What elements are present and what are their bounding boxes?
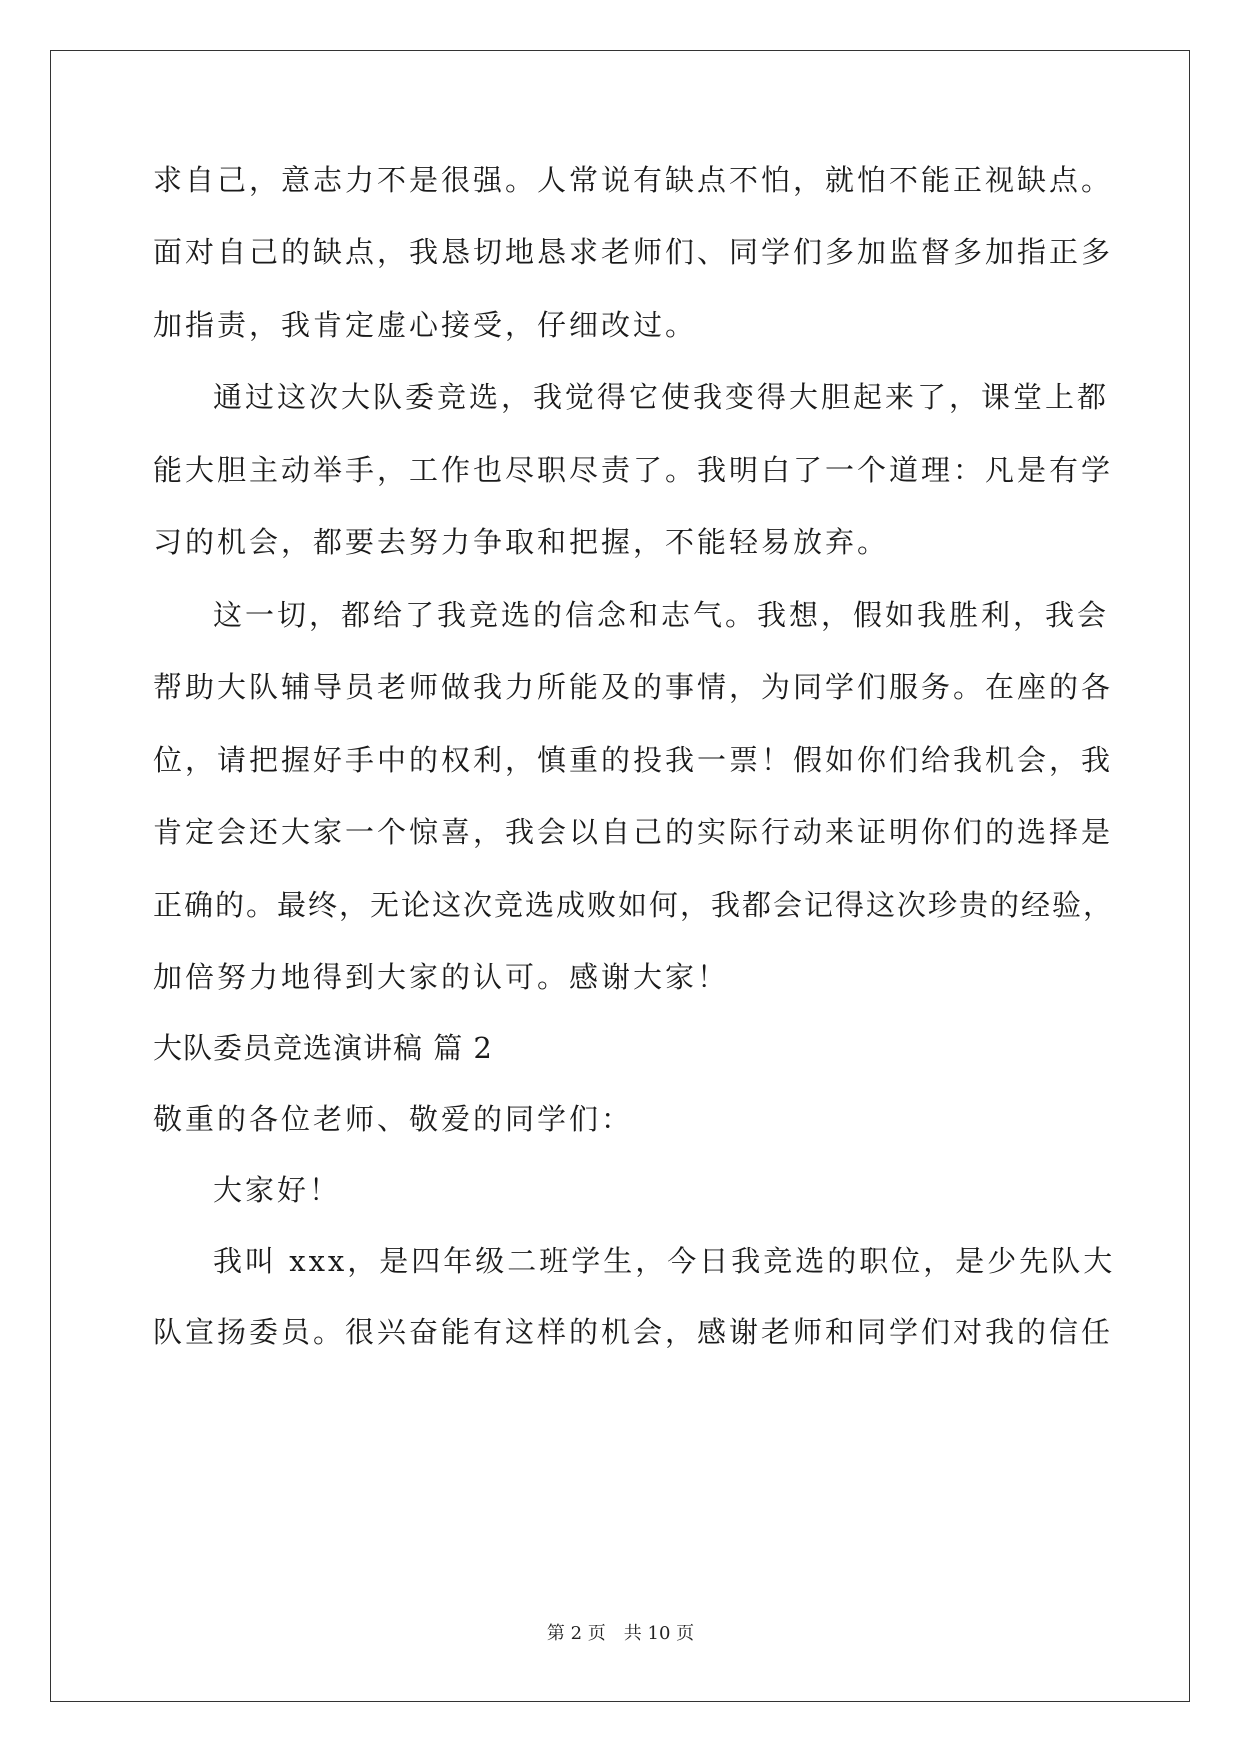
paragraph-start-line: 我叫 xxx，是四年级二班学生，今日我竞选的职位，是少先队大	[213, 1244, 1116, 1278]
page-number: 第 2 页 共 10 页	[546, 1623, 695, 1644]
section-heading: 大队委员竞选演讲稿 篇 2	[153, 1031, 493, 1065]
page-border	[50, 50, 1190, 1702]
text-line: 面对自己的缺点，我恳切地恳求老师们、同学们多加监督多加指正多	[153, 235, 1114, 269]
text-line: 队宣扬委员。很兴奋能有这样的机会，感谢老师和同学们对我的信任	[153, 1315, 1114, 1349]
text-line: 习的机会，都要去努力争取和把握，不能轻易放弃。	[153, 525, 890, 559]
text-line: 帮助大队辅导员老师做我力所能及的事情，为同学们服务。在座的各	[153, 670, 1114, 704]
greeting: 大家好！	[213, 1173, 342, 1207]
text-line: 求自己，意志力不是很强。人常说有缺点不怕，就怕不能正视缺点。	[153, 163, 1114, 197]
salutation: 敬重的各位老师、敬爱的同学们：	[153, 1102, 634, 1136]
text-line: 位，请把握好手中的权利，慎重的投我一票！假如你们给我机会，我	[153, 743, 1114, 777]
text-line: 肯定会还大家一个惊喜，我会以自己的实际行动来证明你们的选择是	[153, 815, 1114, 849]
text-line: 加倍努力地得到大家的认可。感谢大家！	[153, 960, 730, 994]
paragraph-start-line: 通过这次大队委竞选，我觉得它使我变得大胆起来了，课堂上都	[213, 380, 1110, 414]
text-line: 正确的。最终，无论这次竞选成败如何，我都会记得这次珍贵的经验，	[153, 888, 1115, 922]
paragraph-start-line: 这一切，都给了我竞选的信念和志气。我想，假如我胜利，我会	[213, 598, 1110, 632]
text-line: 能大胆主动举手，工作也尽职尽责了。我明白了一个道理：凡是有学	[153, 453, 1114, 487]
text-line: 加指责，我肯定虚心接受，仔细改过。	[153, 308, 698, 342]
